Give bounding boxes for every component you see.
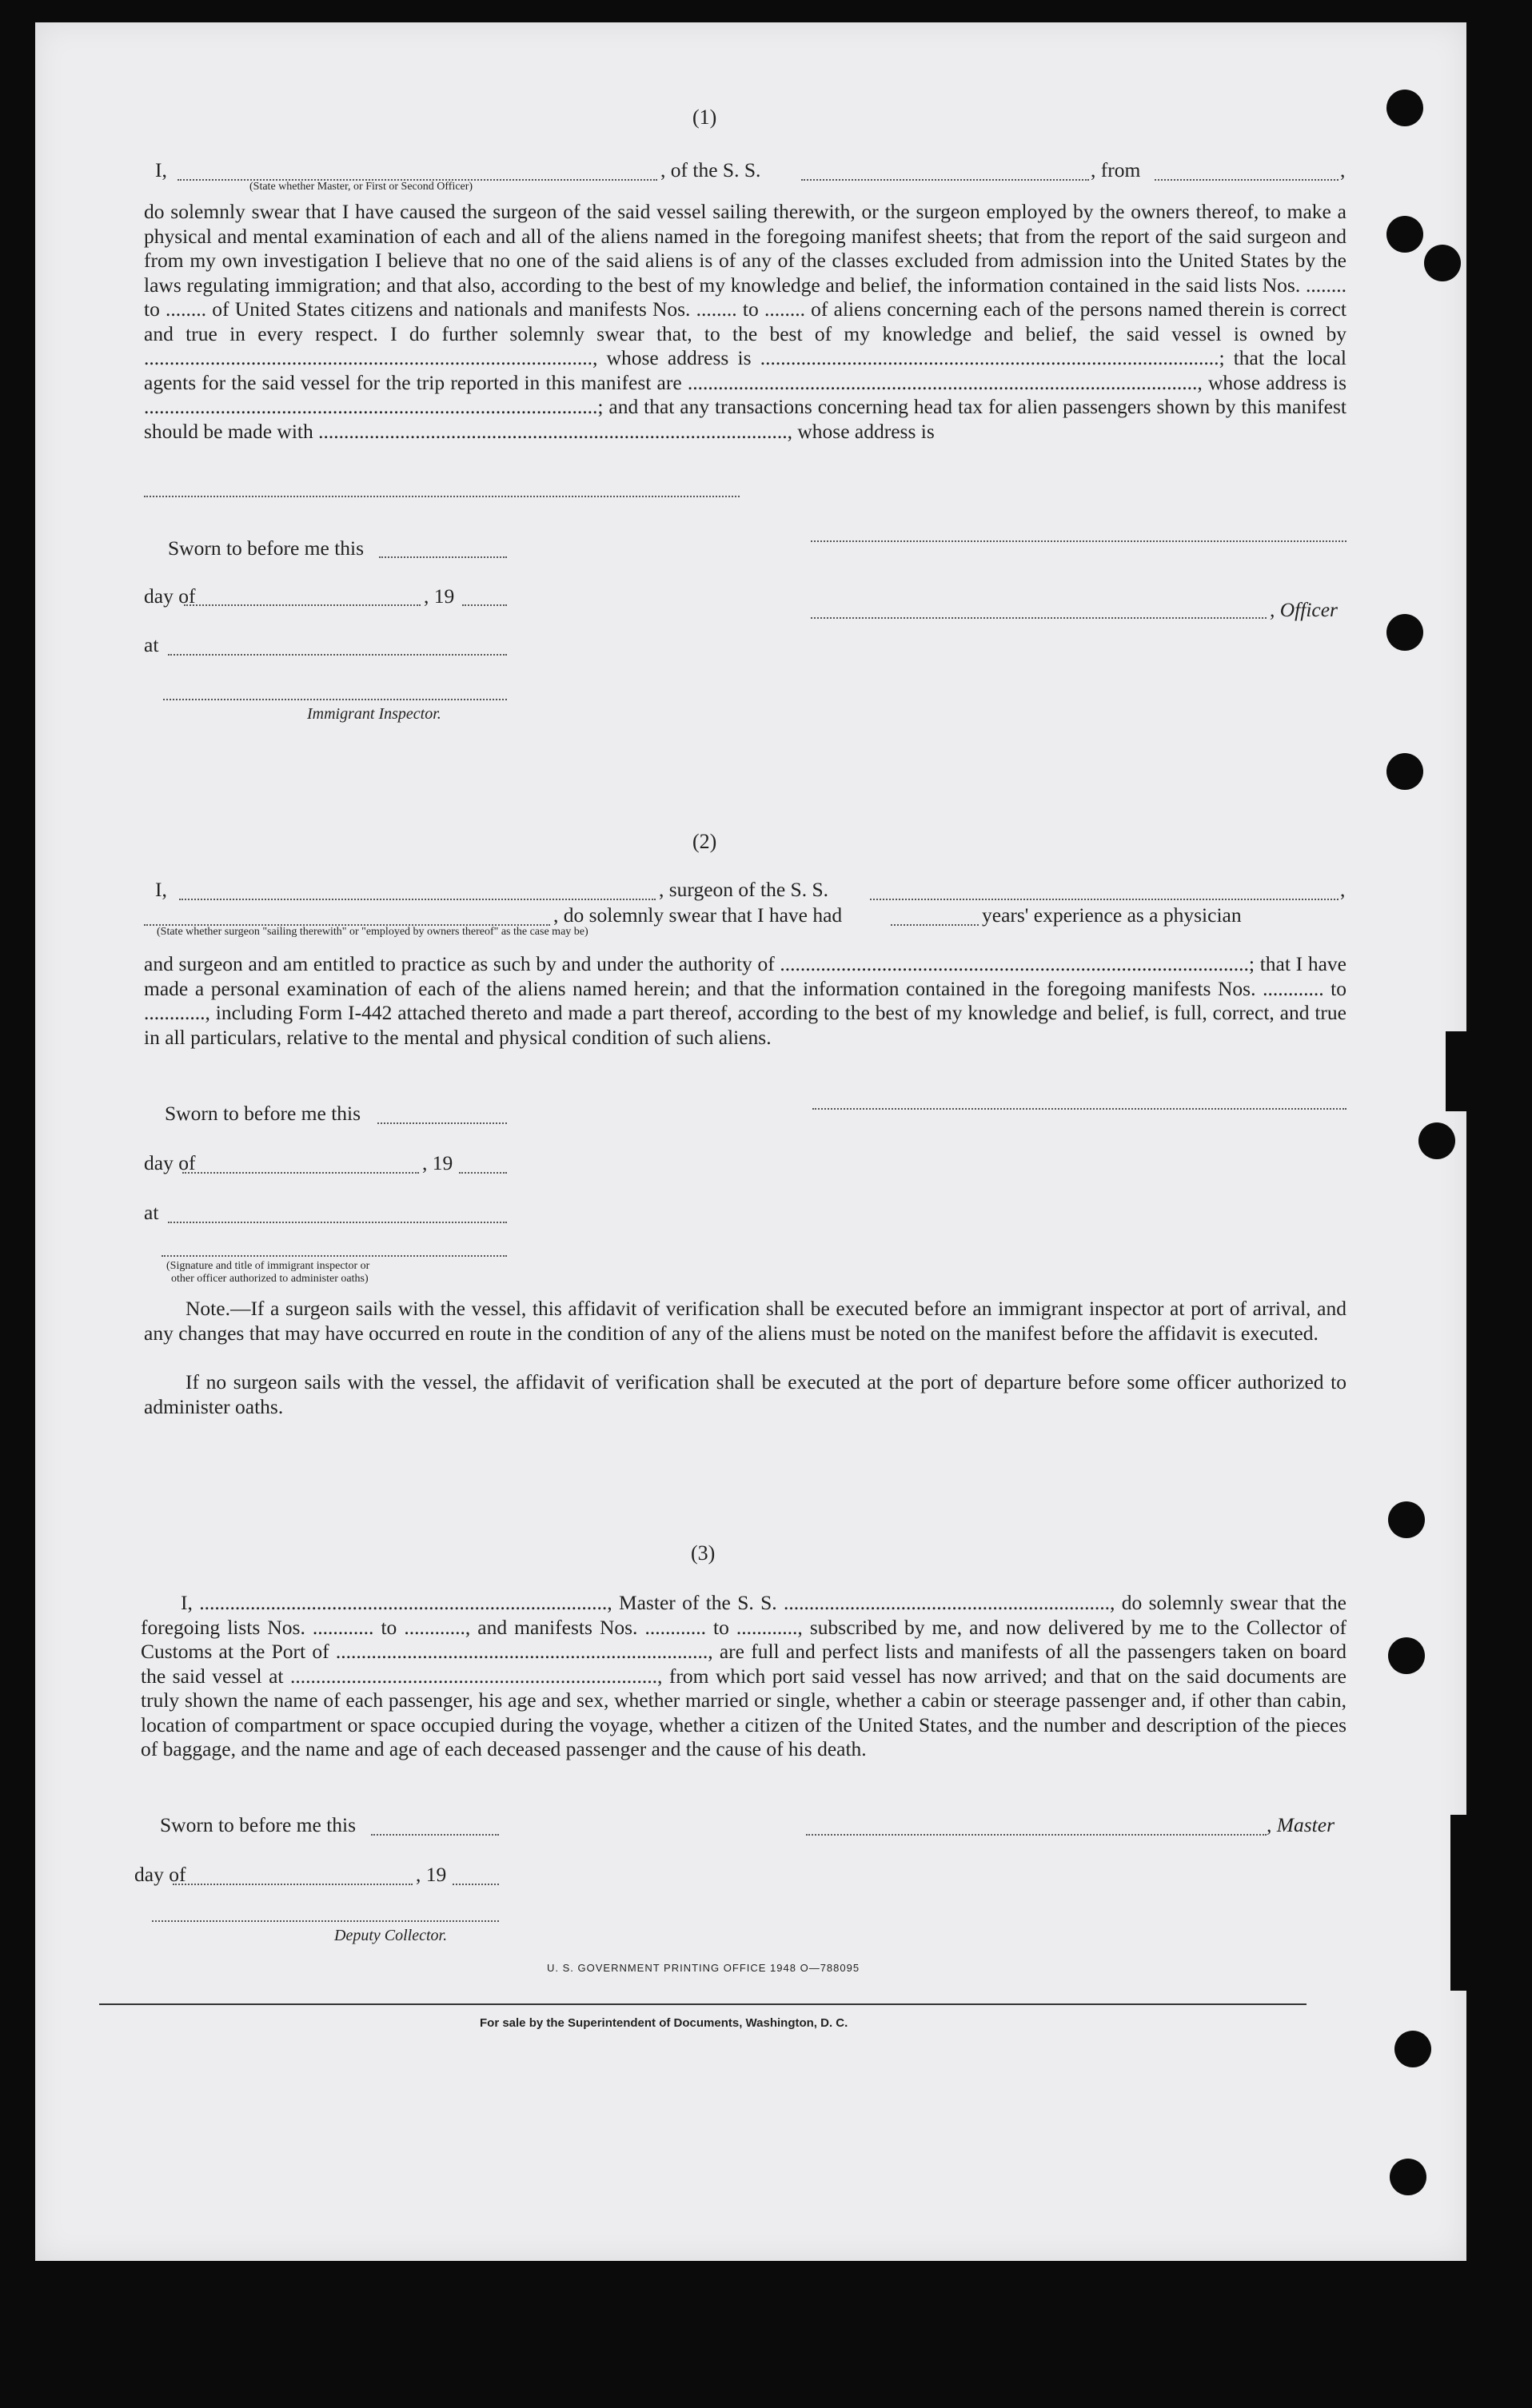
sworn-label-2: Sworn to before me this <box>165 1102 361 1125</box>
day-of-label: day of <box>144 584 196 608</box>
at-label-2: at <box>144 1201 159 1224</box>
agent-address-field[interactable] <box>144 496 740 497</box>
officer-signature-line-2[interactable] <box>811 617 1267 619</box>
punch-hole <box>1388 1637 1425 1674</box>
note-paragraph-1: Note.—If a surgeon sails with the vessel, this affidavit of verification shall be executed before an immigrant inspector at port of arrival, and any changes that may have occurred en route in the condition of any of the aliens must be noted on the manifest before the affidavit is executed. <box>144 1297 1346 1345</box>
nineteen-label-2: , 19 <box>422 1151 453 1174</box>
officer-signature-line-1[interactable] <box>811 540 1346 542</box>
state-whether-note: (State whether Master, or First or Second Officer) <box>249 181 473 193</box>
sworn-day-field-2[interactable] <box>377 1122 507 1124</box>
of-ss-label: , of the S. S. <box>660 158 761 181</box>
sworn-day-field[interactable] <box>379 556 507 558</box>
footer-rule <box>99 2003 1307 2005</box>
form-sheet <box>35 22 1466 2261</box>
year-field-3[interactable] <box>453 1884 499 1885</box>
punch-hole <box>1418 1122 1455 1159</box>
punch-hole <box>1386 216 1423 253</box>
section-1-i-label: I, <box>155 158 167 181</box>
punch-hole <box>1386 90 1423 126</box>
note-paragraph-2: If no surgeon sails with the vessel, the affidavit of verification shall be executed at the port of departure before some officer authorized to administer oaths. <box>144 1370 1346 1418</box>
punch-hole <box>1388 1501 1425 1538</box>
comma: , <box>1340 158 1346 181</box>
section-2-body: and surgeon and am entitled to practice as such by and under the authority of ............................................................................................; that I have made a personal examination of each of the aliens named herein; and that the information contained in the foregoing manifests Nos. ............ to ............, including Form I-442 attached thereto and made a part thereof, according to the best of my knowledge and belief, is full, correct, and true in all particulars, relative to the mental and physical condition of such aliens. <box>144 952 1346 1049</box>
day-of-label-2: day of <box>144 1151 196 1174</box>
deputy-collector-label: Deputy Collector. <box>334 1927 448 1944</box>
immigrant-inspector-label: Immigrant Inspector. <box>307 705 441 723</box>
sworn-label-3: Sworn to before me this <box>160 1813 357 1836</box>
month-field-3[interactable] <box>173 1884 413 1885</box>
officer-authorized-signature-line[interactable] <box>162 1255 507 1257</box>
signature-note-1: (Signature and title of immigrant inspector or <box>166 1260 370 1272</box>
punch-hole <box>1386 753 1423 790</box>
inspector-signature-line[interactable] <box>163 699 507 700</box>
vessel-name-field[interactable] <box>801 179 1089 181</box>
at-label: at <box>144 633 159 656</box>
surgeon-signature-line[interactable] <box>812 1108 1346 1110</box>
day-of-label-3: day of <box>134 1863 186 1886</box>
nineteen-label-3: , 19 <box>416 1863 447 1886</box>
punch-hole <box>1394 2031 1431 2067</box>
at-place-field[interactable] <box>168 654 507 656</box>
at-place-field-2[interactable] <box>168 1222 507 1223</box>
section-2-i-label: I, <box>155 878 167 901</box>
surgeon-name-field[interactable] <box>179 899 656 900</box>
month-field-2[interactable] <box>182 1172 419 1174</box>
punch-hole <box>1424 245 1461 281</box>
deputy-collector-signature-line[interactable] <box>152 1920 499 1922</box>
sworn-label: Sworn to before me this <box>168 536 365 560</box>
surgeon-of-label: , surgeon of the S. S. <box>659 878 829 901</box>
year-field-2[interactable] <box>459 1172 507 1174</box>
master-signature-line[interactable] <box>806 1834 1267 1836</box>
years-label: years' experience as a physician <box>982 903 1242 927</box>
section-3-body: I, ................................................................................, Master of the S. S. ................................................................, do solemnly swear that the foregoing lists Nos. ............ to ............, and manifests Nos. ............ to ............, subscribed by me, and now delivered by me to the Collector of Customs at the Port of ........................................................................., are full and perfect lists and manifests of all the passengers taken on board the said vessel at ........................................................................, from which port said vessel has now arrived; and that on the said documents are truly shown the name of each passenger, his age and sex, whether married or single, whether a cabin or steerage passenger and, if other than cabin, location of compartment or space occupied during the voyage, whether a citizen of the United States, and the number and description of the pieces of baggage, and the name and age of each deceased passenger and the cause of his death. <box>141 1591 1346 1760</box>
section-2-number: (2) <box>692 830 717 853</box>
for-sale-line: For sale by the Superintendent of Documents, Washington, D. C. <box>480 2016 848 2030</box>
punch-hole <box>1390 2159 1426 2195</box>
punch-hole <box>1386 614 1423 651</box>
swear-had-label: , do solemnly swear that I have had <box>553 903 843 927</box>
section-3-number: (3) <box>691 1541 716 1565</box>
edge-tear <box>1446 1031 1478 1111</box>
from-port-field[interactable] <box>1155 179 1339 181</box>
month-field[interactable] <box>184 604 421 606</box>
comma: , <box>1340 878 1346 901</box>
signature-note-2: other officer authorized to administer oaths) <box>171 1273 369 1285</box>
printing-office-line: U. S. GOVERNMENT PRINTING OFFICE 1948 O—788095 <box>547 1962 860 1974</box>
year-field[interactable] <box>462 604 507 606</box>
section-1-body: do solemnly swear that I have caused the surgeon of the said vessel sailing therewith, or the surgeon employed by the owners thereof, to make a physical and mental examination of each and all of the aliens named in the foregoing manifest sheets; that from the report of the said surgeon and from my own investigation I believe that no one of the said aliens is of any of the classes excluded from admission into the United States by the laws regulating immigration; and that also, according to the best of my knowledge and belief, the information contained in the said lists Nos. ........ to ........ of United States citizens and nationals and manifests Nos. ........ to ........ of aliens concerning each of the persons named therein is correct and true in every respect. I do further solemnly swear that, to the best of my knowledge and belief, the said vessel is owned by ........................................................................................, whose address is ..........................................................................................; that the local agents for the said vessel for the trip reported in this manifest are ...................................................................................................., whose address is .........................................................................................; and that any transactions concerning head tax for alien passengers shown by this manifest should be made with ............................................................................................, whose address is <box>144 200 1346 443</box>
officer-label: , Officer <box>1270 598 1338 621</box>
edge-tear <box>1450 1815 1474 1991</box>
master-label: , Master <box>1267 1813 1335 1836</box>
nineteen-label: , 19 <box>424 584 455 608</box>
section-1-number: (1) <box>692 106 717 129</box>
sworn-day-field-3[interactable] <box>371 1834 499 1836</box>
years-experience-field[interactable] <box>891 924 979 926</box>
surgeon-state-note: (State whether surgeon "sailing therewith" or "employed by owners thereof" as the case may be) <box>157 926 588 938</box>
from-label: , from <box>1091 158 1141 181</box>
surgeon-vessel-field[interactable] <box>870 899 1339 900</box>
